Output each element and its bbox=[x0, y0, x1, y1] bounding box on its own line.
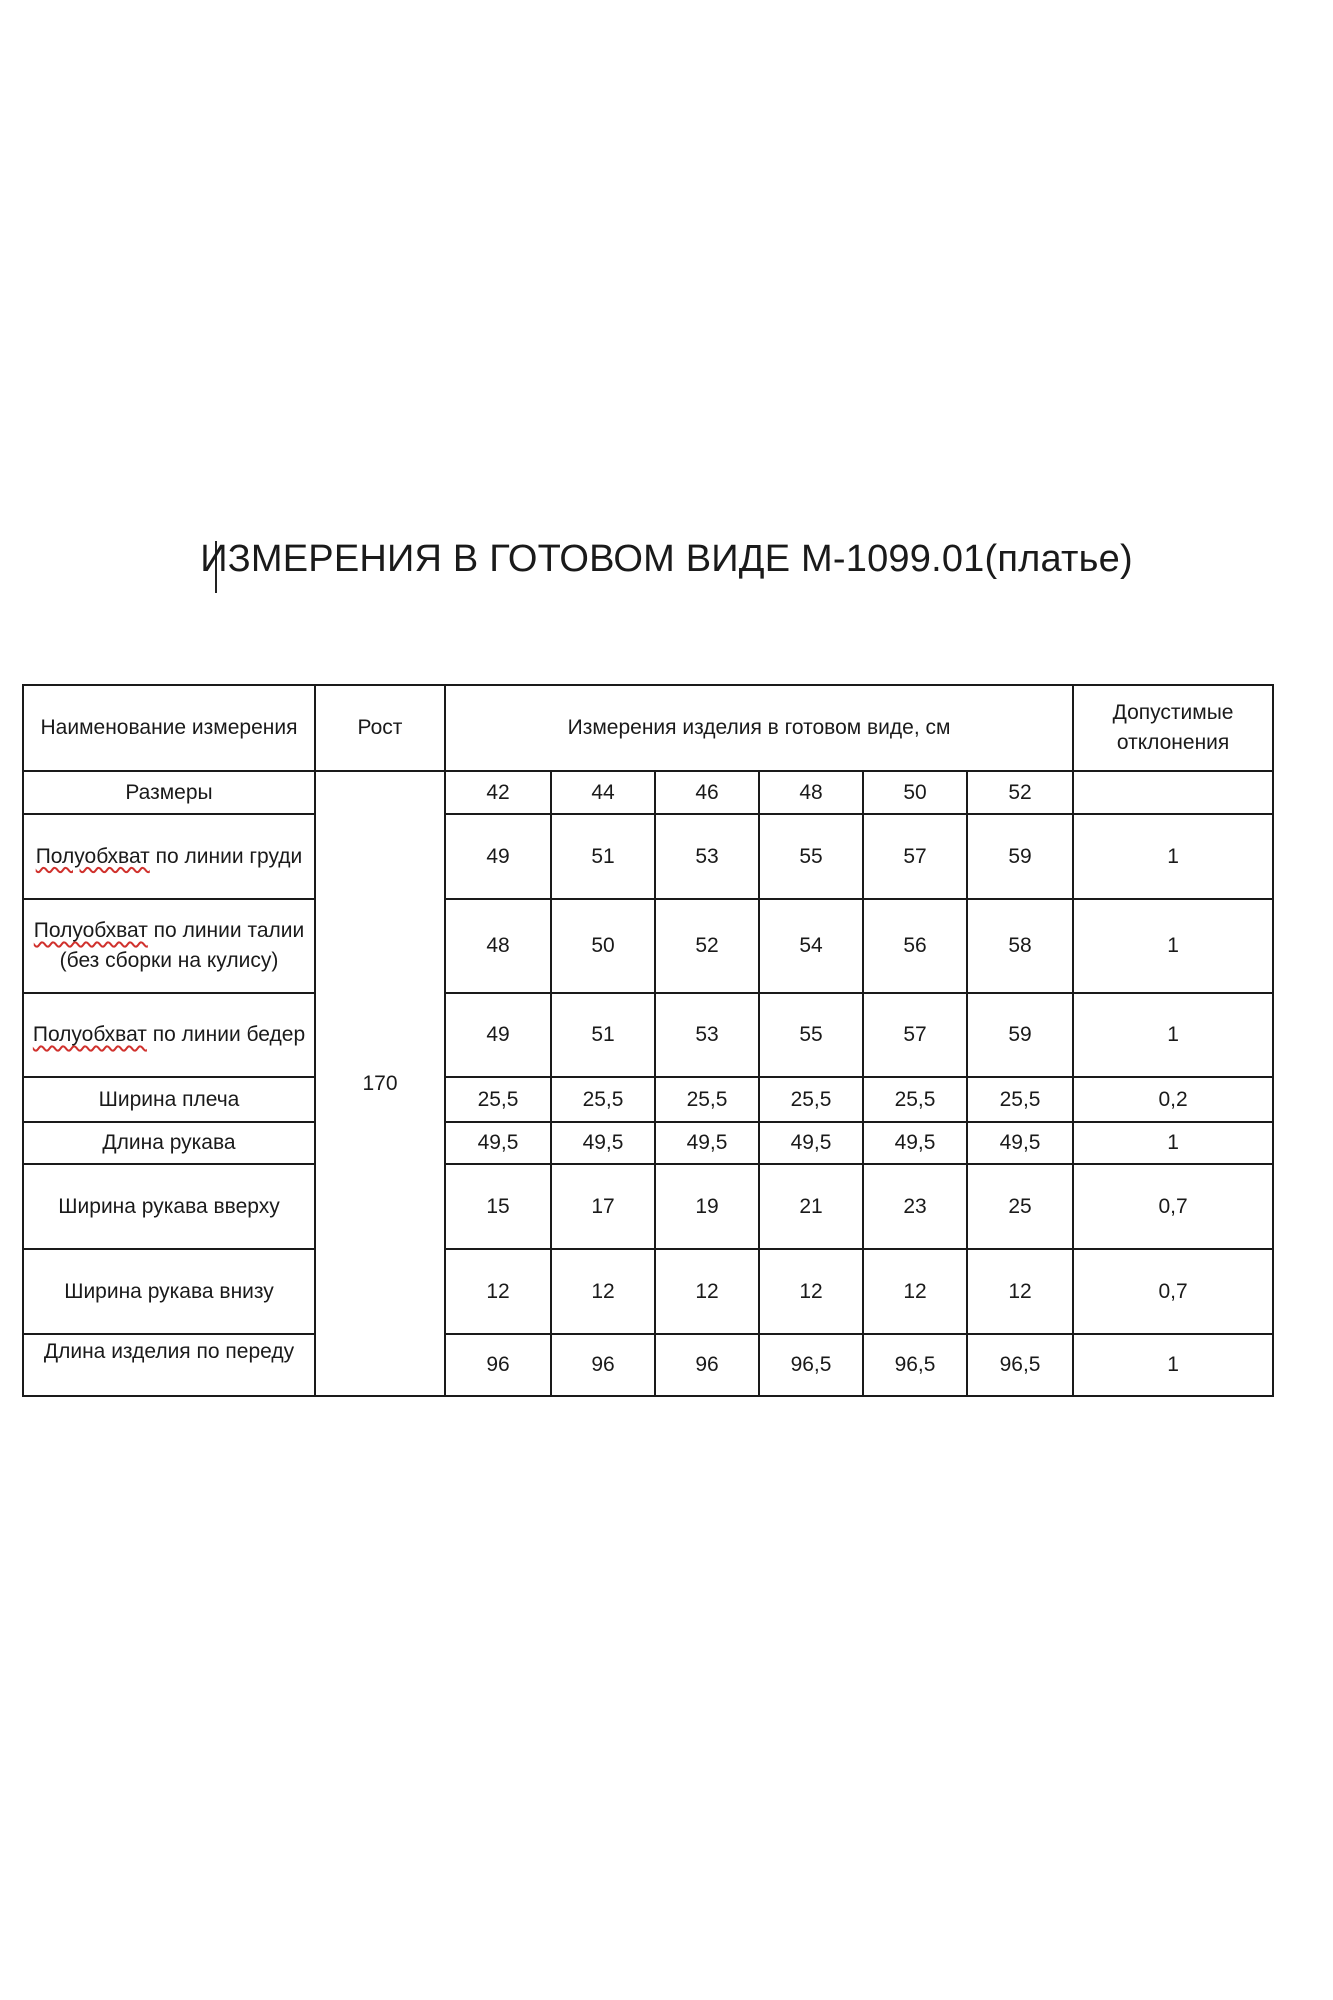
value-cell: 51 bbox=[551, 814, 655, 899]
value-cell: 96 bbox=[551, 1334, 655, 1396]
value-cell: 21 bbox=[759, 1164, 863, 1249]
row-label-rest: Длина изделия по переду bbox=[43, 1340, 295, 1363]
value-cell: 12 bbox=[551, 1249, 655, 1334]
tolerance-cell: 1 bbox=[1073, 814, 1273, 899]
value-cell: 25,5 bbox=[759, 1077, 863, 1122]
value-cell: 55 bbox=[759, 814, 863, 899]
value-cell: 49,5 bbox=[655, 1122, 759, 1164]
row-label bbox=[23, 993, 315, 1077]
value-cell: 49 bbox=[445, 993, 551, 1077]
value-cell: 19 bbox=[655, 1164, 759, 1249]
row-label bbox=[23, 899, 315, 993]
size-cell: 42 bbox=[445, 771, 551, 814]
size-cell: 50 bbox=[863, 771, 967, 814]
value-cell: 23 bbox=[863, 1164, 967, 1249]
value-cell: 25,5 bbox=[551, 1077, 655, 1122]
row-label bbox=[23, 1249, 315, 1334]
value-cell: 12 bbox=[759, 1249, 863, 1334]
value-cell: 17 bbox=[551, 1164, 655, 1249]
row-label-rest: Ширина рукава внизу bbox=[64, 1279, 274, 1303]
height-value-cell: 170 bbox=[315, 771, 445, 1396]
tolerance-cell: 0,7 bbox=[1073, 1249, 1273, 1334]
row-label bbox=[23, 1164, 315, 1249]
value-cell: 96,5 bbox=[967, 1334, 1073, 1396]
value-cell: 25,5 bbox=[967, 1077, 1073, 1122]
measurements-table bbox=[22, 684, 1274, 1397]
table-row bbox=[23, 1249, 1273, 1334]
row-label bbox=[23, 1077, 315, 1122]
row-label-word: Полуобхват bbox=[35, 844, 150, 868]
table-row bbox=[23, 1164, 1273, 1249]
row-label-rest: Длина рукава bbox=[102, 1131, 236, 1154]
row-label-word: Полуобхват bbox=[32, 1023, 147, 1046]
value-cell: 12 bbox=[967, 1249, 1073, 1334]
sizes-label-cell: Размеры bbox=[23, 771, 315, 814]
value-cell: 12 bbox=[863, 1249, 967, 1334]
table-row bbox=[23, 1077, 1273, 1122]
value-cell: 25,5 bbox=[863, 1077, 967, 1122]
value-cell: 58 bbox=[967, 899, 1073, 993]
value-cell: 96,5 bbox=[759, 1334, 863, 1396]
table-row bbox=[23, 1334, 1273, 1396]
value-cell: 59 bbox=[967, 993, 1073, 1077]
tolerance-cell: 0,7 bbox=[1073, 1164, 1273, 1249]
value-cell: 15 bbox=[445, 1164, 551, 1249]
value-cell: 25 bbox=[967, 1164, 1073, 1249]
value-cell: 55 bbox=[759, 993, 863, 1077]
value-cell: 49,5 bbox=[551, 1122, 655, 1164]
row-label-rest: по линии груди bbox=[149, 844, 303, 868]
value-cell: 49,5 bbox=[759, 1122, 863, 1164]
tolerance-cell: 1 bbox=[1073, 1334, 1273, 1396]
value-cell: 57 bbox=[863, 993, 967, 1077]
table-header-row bbox=[23, 685, 1273, 771]
value-cell: 49,5 bbox=[967, 1122, 1073, 1164]
row-label-word: Полуобхват bbox=[33, 919, 148, 942]
value-cell: 25,5 bbox=[445, 1077, 551, 1122]
tolerance-cell: 1 bbox=[1073, 1122, 1273, 1164]
tolerance-cell: 1 bbox=[1073, 993, 1273, 1077]
value-cell: 51 bbox=[551, 993, 655, 1077]
size-cell: 44 bbox=[551, 771, 655, 814]
size-cell: 46 bbox=[655, 771, 759, 814]
row-label-rest: Ширина плеча bbox=[98, 1087, 240, 1111]
table-row bbox=[23, 993, 1273, 1077]
table-row bbox=[23, 899, 1273, 993]
tolerance-cell: 0,2 bbox=[1073, 1077, 1273, 1122]
value-cell: 48 bbox=[445, 899, 551, 993]
value-cell: 50 bbox=[551, 899, 655, 993]
row-label-rest: по линии бедер bbox=[146, 1023, 306, 1046]
header-height-cell: Рост bbox=[315, 685, 445, 771]
value-cell: 53 bbox=[655, 993, 759, 1077]
value-cell: 54 bbox=[759, 899, 863, 993]
value-cell: 96,5 bbox=[863, 1334, 967, 1396]
size-cell: 48 bbox=[759, 771, 863, 814]
row-label bbox=[23, 814, 315, 899]
value-cell: 96 bbox=[445, 1334, 551, 1396]
table-row bbox=[23, 1122, 1273, 1164]
row-label bbox=[23, 1122, 315, 1164]
size-cell: 52 bbox=[967, 771, 1073, 814]
value-cell: 52 bbox=[655, 899, 759, 993]
header-name-cell: Наименование измерения bbox=[23, 685, 315, 771]
value-cell: 12 bbox=[655, 1249, 759, 1334]
row-label-rest: Ширина рукава вверху bbox=[58, 1194, 280, 1218]
empty-cell bbox=[1073, 771, 1273, 814]
sizes-row bbox=[23, 771, 1273, 814]
value-cell: 49,5 bbox=[863, 1122, 967, 1164]
row-label-rest: по линии талии (без сборки на кулису) bbox=[59, 919, 305, 972]
value-cell: 57 bbox=[863, 814, 967, 899]
document-title: ИЗМЕРЕНИЯ В ГОТОВОМ ВИДЕ М-1099.01(платье) bbox=[200, 538, 1133, 580]
value-cell: 56 bbox=[863, 899, 967, 993]
header-measurements-cell: Измерения изделия в готовом виде, см bbox=[445, 685, 1073, 771]
table-row bbox=[23, 814, 1273, 899]
value-cell: 49,5 bbox=[445, 1122, 551, 1164]
tolerance-cell: 1 bbox=[1073, 899, 1273, 993]
value-cell: 96 bbox=[655, 1334, 759, 1396]
value-cell: 49 bbox=[445, 814, 551, 899]
row-label bbox=[23, 1334, 315, 1396]
value-cell: 12 bbox=[445, 1249, 551, 1334]
value-cell: 25,5 bbox=[655, 1077, 759, 1122]
value-cell: 53 bbox=[655, 814, 759, 899]
value-cell: 59 bbox=[967, 814, 1073, 899]
header-tolerance-cell: Допустимые отклонения bbox=[1073, 685, 1273, 771]
